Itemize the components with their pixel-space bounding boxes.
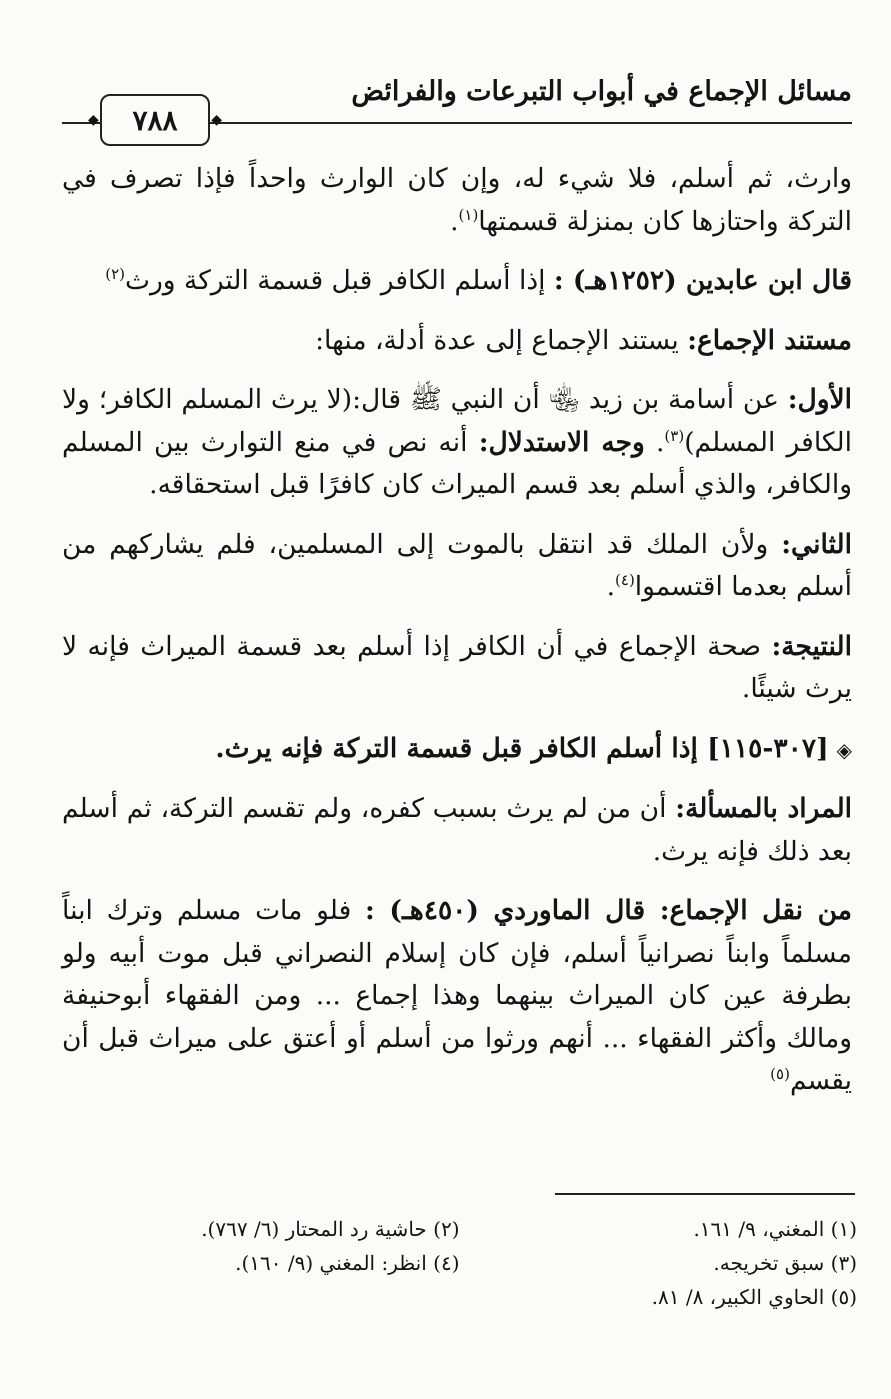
paragraph-ibn-abidin: قال ابن عابدين (١٢٥٢هـ) : إذا أسلم الكافر قبل قسمة التركة ورث$^{(٢)}$ [105,265,852,296]
paragraph-second-evidence: الثاني: ولأن الملك قد انتقل بالموت إلى المسلمين، فلم يشاركهم من أسلم بعدما اقتسموا$^{(٤)}$. [62,528,852,602]
paragraph-consensus-citation: من نقل الإجماع: قال الماوردي (٤٥٠هـ) : فلو مات مسلم وترك ابناً مسلماً وابناً نصرانياً أسلم، فإن كان إسلام النصراني قبل موت أبيه ولو بطرفة عين كان الميراث بينهما وهذا إجماع ... ومن الفقهاء أبوحنيفة ومالك وأكثر الفقهاء ... أنهم ورثوا من أسلم أو أعتق على ميراث قبل أن يقسم$^{(٥)}$ [62,895,852,1096]
paragraph-result: النتيجة: صحة الإجماع في أن الكافر إذا أسلم بعد قسمة الميراث فإنه لا يرث شيئًا. [62,630,852,704]
running-title: مسائل الإجماع في أبواب التبرعات والفرائض [351,76,852,107]
diamond-icon: ◈ [836,737,852,762]
footnote-ref: (٣) [664,426,685,445]
footnote-ref: (٤) [615,571,635,590]
page-number-badge [88,94,222,146]
footnote-ref: (٢) [105,265,126,284]
section-heading: ◈[٣٠٧-١١٥] إذا أسلم الكافر قبل قسمة التركة فإنه يرث. [215,732,852,764]
footnotes [62,1212,857,1314]
footnote-2: (٢) حاشية رد المحتار (٦/ ٧٦٧). [201,1217,460,1241]
footnote-5: (٥) الحاوي الكبير، ٨/ ٨١. [651,1285,857,1309]
paragraph-continuation: وارث، ثم أسلم، فلا شيء له، وإن كان الوارث واحداً فإذا تصرف في التركة واحتازها كان بمنزلة قسمتها$^{(١)}$. [62,163,852,237]
paragraph-meaning: المراد بالمسألة: أن من لم يرث بسبب كفره، ولم تقسم التركة، ثم أسلم بعد ذلك فإنه يرث. [62,793,853,867]
ornament-icon: ◆ [88,112,99,128]
footnote-4: (٤) انظر: المغني (٩/ ١٦٠). [235,1251,460,1275]
footnote-separator [555,1193,855,1195]
footnote-ref: (٥) [770,1065,790,1084]
paragraph-evidence-intro: مستند الإجماع: يستند الإجماع إلى عدة أدلة، منها: [315,324,852,356]
page-number: ٧٨٨ [132,103,178,137]
footnote-1: (١) المغني، ٩/ ١٦١. [693,1217,857,1241]
page-header [62,60,852,150]
main-text [62,158,852,1120]
footnote-3: (٣) سبق تخريجه. [713,1251,857,1275]
footnote-ref: (١) [458,205,479,224]
paragraph-first-evidence: الأول: عن أسامة بن زيد ﵄ أن النبي ﷺ قال:(لا يرث المسلم الكافر؛ ولا الكافر المسلم)$^{(٣)}$. وجه الاستدلال: أنه نص في منع التوارث بين المسلم والكافر، والذي أسلم بعد قسم الميراث كان كافرًا قبل استحقاقه. [62,384,852,500]
ornament-icon: ◆ [211,112,222,128]
